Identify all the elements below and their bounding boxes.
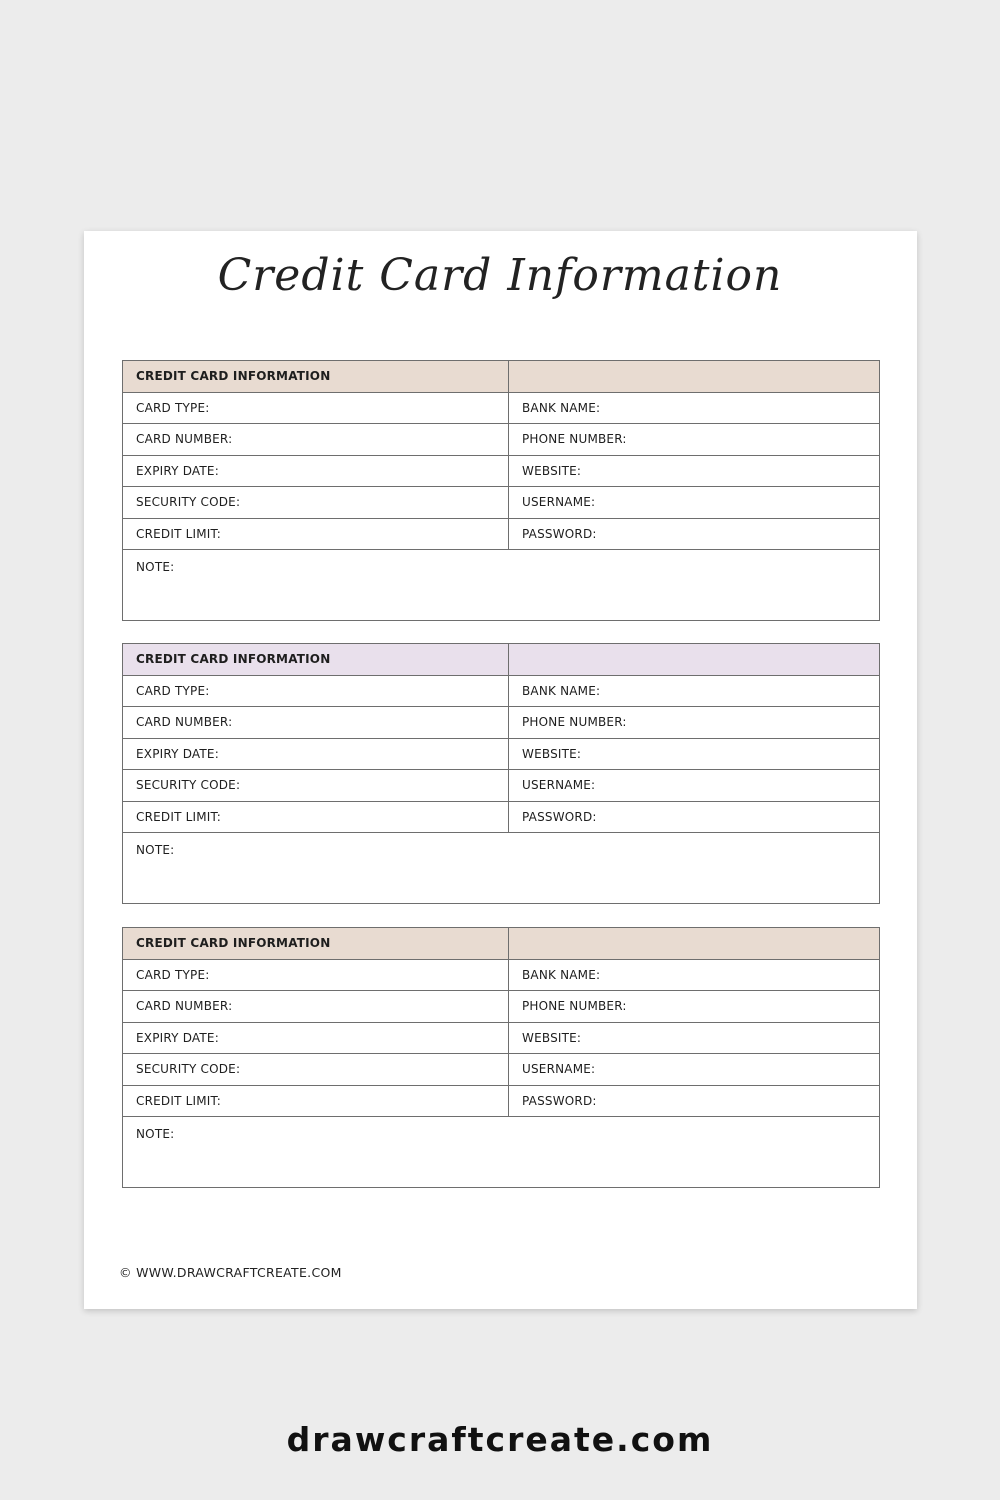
table-header-blank bbox=[509, 361, 879, 392]
table-row bbox=[123, 676, 879, 708]
expiry-date-field[interactable]: EXPIRY DATE: bbox=[123, 456, 509, 487]
phone-number-field[interactable]: PHONE NUMBER: bbox=[522, 432, 627, 447]
username-field[interactable]: USERNAME: bbox=[522, 778, 596, 793]
website-field[interactable]: WEBSITE: bbox=[522, 746, 582, 761]
table-row bbox=[123, 393, 879, 425]
credit-limit-field[interactable]: CREDIT LIMIT: bbox=[123, 519, 509, 550]
table-row bbox=[123, 456, 879, 488]
security-code-field[interactable]: SECURITY CODE: bbox=[123, 487, 509, 518]
brand-watermark: drawcraftcreate.com bbox=[286, 1420, 714, 1459]
table-row bbox=[123, 991, 879, 1023]
credit-card-table bbox=[122, 927, 880, 1188]
table-row bbox=[123, 739, 879, 771]
expiry-date-field[interactable]: EXPIRY DATE: bbox=[123, 739, 509, 770]
security-code-field[interactable]: SECURITY CODE: bbox=[123, 1054, 509, 1085]
note-field[interactable]: NOTE: bbox=[136, 843, 175, 857]
table-header-row bbox=[123, 644, 879, 676]
card-number-field[interactable]: CARD NUMBER: bbox=[123, 991, 509, 1022]
copyright-text: © WWW.DRAWCRAFTCREATE.COM bbox=[119, 1265, 342, 1280]
password-field[interactable]: PASSWORD: bbox=[522, 809, 597, 824]
card-number-field[interactable]: CARD NUMBER: bbox=[123, 424, 509, 455]
bank-name-field[interactable]: BANK NAME: bbox=[522, 683, 601, 698]
table-row bbox=[123, 487, 879, 519]
credit-limit-field[interactable]: CREDIT LIMIT: bbox=[123, 1086, 509, 1117]
website-field[interactable]: WEBSITE: bbox=[522, 463, 582, 478]
table-row bbox=[123, 424, 879, 456]
table-header-label: CREDIT CARD INFORMATION bbox=[123, 644, 509, 675]
note-field[interactable]: NOTE: bbox=[136, 1127, 175, 1141]
table-header-row bbox=[123, 361, 879, 393]
username-field[interactable]: USERNAME: bbox=[522, 1062, 596, 1077]
phone-number-field[interactable]: PHONE NUMBER: bbox=[522, 715, 627, 730]
username-field[interactable]: USERNAME: bbox=[522, 495, 596, 510]
table-row bbox=[123, 1054, 879, 1086]
table-row bbox=[123, 960, 879, 992]
table-row bbox=[123, 707, 879, 739]
page-title: Credit Card Information bbox=[217, 250, 783, 301]
table-row bbox=[123, 770, 879, 802]
table-header-row bbox=[123, 928, 879, 960]
password-field[interactable]: PASSWORD: bbox=[522, 526, 597, 541]
table-header-label: CREDIT CARD INFORMATION bbox=[123, 361, 509, 392]
table-row bbox=[123, 802, 879, 834]
table-row bbox=[123, 1023, 879, 1055]
table-row bbox=[123, 1086, 879, 1118]
credit-card-table bbox=[122, 643, 880, 904]
bank-name-field[interactable]: BANK NAME: bbox=[522, 967, 601, 982]
table-row bbox=[123, 519, 879, 551]
card-type-field[interactable]: CARD TYPE: bbox=[123, 960, 509, 991]
expiry-date-field[interactable]: EXPIRY DATE: bbox=[123, 1023, 509, 1054]
website-field[interactable]: WEBSITE: bbox=[522, 1030, 582, 1045]
credit-card-table bbox=[122, 360, 880, 621]
credit-limit-field[interactable]: CREDIT LIMIT: bbox=[123, 802, 509, 833]
table-header-blank bbox=[509, 928, 879, 959]
card-type-field[interactable]: CARD TYPE: bbox=[123, 393, 509, 424]
phone-number-field[interactable]: PHONE NUMBER: bbox=[522, 999, 627, 1014]
card-type-field[interactable]: CARD TYPE: bbox=[123, 676, 509, 707]
password-field[interactable]: PASSWORD: bbox=[522, 1093, 597, 1108]
table-header-label: CREDIT CARD INFORMATION bbox=[123, 928, 509, 959]
security-code-field[interactable]: SECURITY CODE: bbox=[123, 770, 509, 801]
bank-name-field[interactable]: BANK NAME: bbox=[522, 400, 601, 415]
table-header-blank bbox=[509, 644, 879, 675]
card-number-field[interactable]: CARD NUMBER: bbox=[123, 707, 509, 738]
note-field[interactable]: NOTE: bbox=[136, 560, 175, 574]
